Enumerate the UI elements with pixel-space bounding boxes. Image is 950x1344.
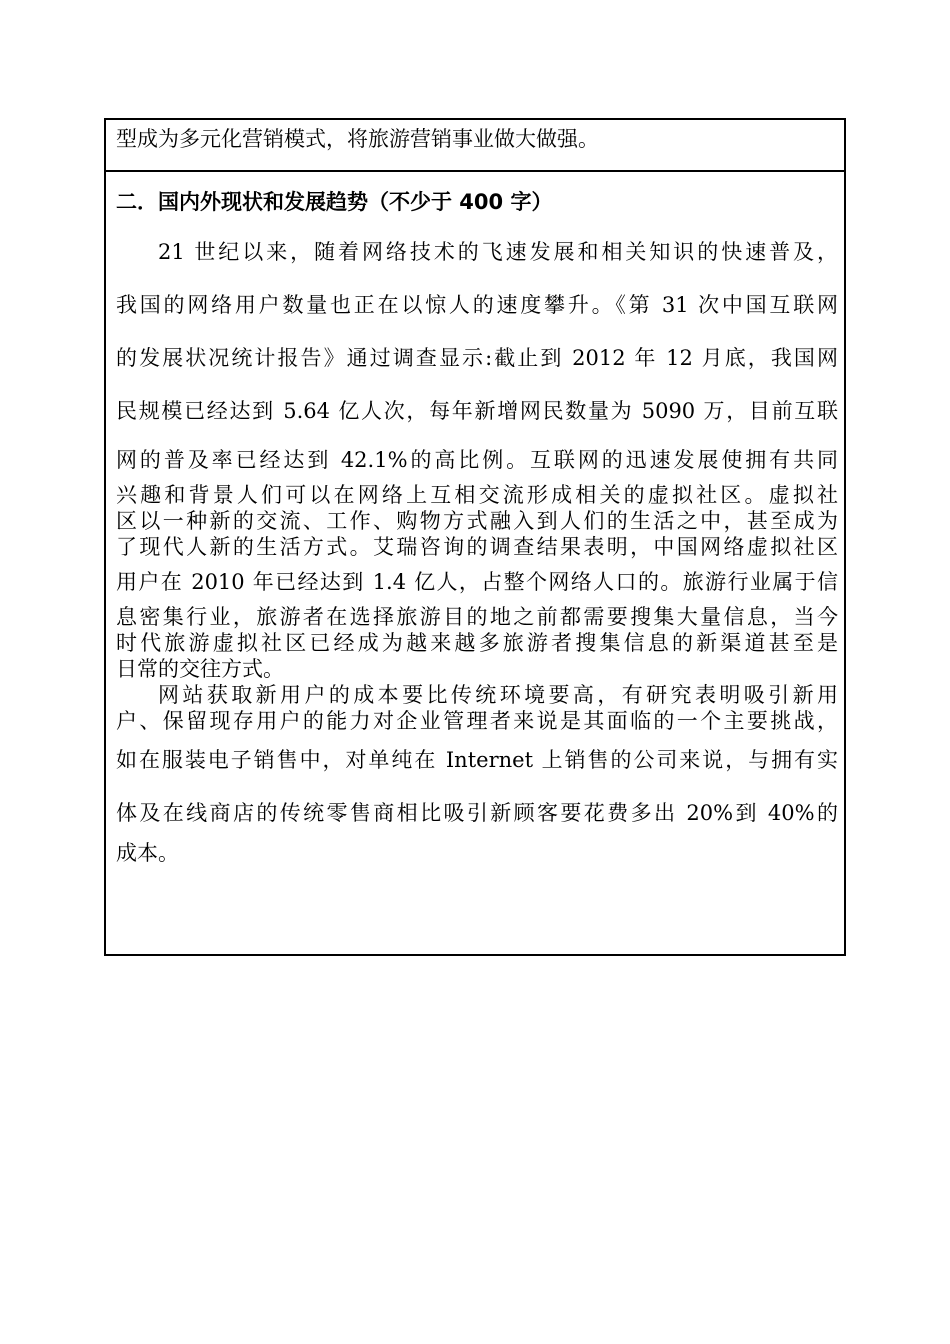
paragraph-line: 网的普及率已经达到 42.1%的高比例。互联网的迅速发展使拥有共同: [116, 448, 838, 472]
paragraph-line: 的发展状况统计报告》通过调查显示:截止到 2012 年 12 月底，我国网: [116, 346, 838, 370]
paragraph-2: [116, 682, 838, 866]
paragraph-line: 了现代人新的生活方式。艾瑞咨询的调查结果表明，中国网络虚拟社区: [116, 535, 838, 559]
paragraph-line: 网站获取新用户的成本要比传统环境要高，有研究表明吸引新用: [158, 683, 838, 707]
paragraph-1: [116, 226, 838, 682]
paragraph-line: 如在服装电子销售中，对单纯在 Internet 上销售的公司来说，与拥有实: [116, 748, 838, 772]
paragraph-line: 时代旅游虚拟社区已经成为越来越多旅游者搜集信息的新渠道甚至是: [116, 631, 838, 655]
paragraph-line: 体及在线商店的传统零售商相比吸引新顾客要花费多出 20%到 40%的: [116, 801, 838, 825]
paragraph-line: 成本。: [116, 841, 179, 865]
paragraph-line: 息密集行业，旅游者在选择旅游目的地之前都需要搜集大量信息，当今: [116, 605, 838, 629]
previous-section-tail: [106, 120, 844, 172]
paragraph-line: 民规模已经达到 5.64 亿人次，每年新增网民数量为 5090 万，目前互联: [116, 399, 838, 423]
paragraph-line: 兴趣和背景人们可以在网络上互相交流形成相关的虚拟社区。虚拟社: [116, 483, 838, 507]
paragraph-line: 户、保留现存用户的能力对企业管理者来说是其面临的一个主要挑战，: [116, 709, 838, 733]
content-table: [104, 118, 846, 956]
previous-section-text: 型成为多元化营销模式，将旅游营销事业做大做强。: [116, 127, 599, 151]
paragraph-line: 用户在 2010 年已经达到 1.4 亿人，占整个网络人口的。旅游行业属于信: [116, 570, 838, 594]
section-heading: 二．国内外现状和发展趋势（不少于 400 字）: [116, 190, 553, 214]
paragraph-line: 我国的网络用户数量也正在以惊人的速度攀升。《第 31 次中国互联网: [116, 293, 838, 317]
paragraph-line: 日常的交往方式。: [116, 657, 284, 681]
section-domestic-foreign-status: [116, 184, 838, 866]
paragraph-line: 区以一种新的交流、工作、购物方式融入到人们的生活之中，甚至成为: [116, 509, 838, 533]
paragraph-line: 21 世纪以来，随着网络技术的飞速发展和相关知识的快速普及，: [158, 240, 838, 264]
